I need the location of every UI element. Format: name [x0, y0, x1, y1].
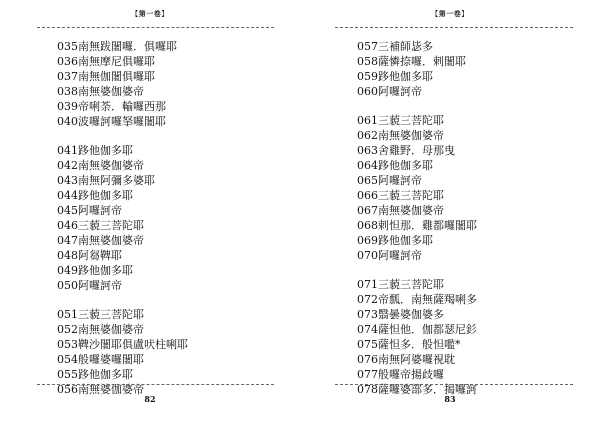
verse-line: 047南無婆伽婆帝 — [57, 234, 144, 247]
verse-line: 073翳曇婆伽婆多 — [357, 308, 444, 321]
verse-line: 062南無婆伽婆帝 — [357, 129, 444, 142]
verse-line: 041跢他伽多耶 — [57, 144, 133, 157]
verse-line: 039帝唎荼．輸囉西那 — [57, 100, 166, 113]
verse-line: 052南無婆伽婆帝 — [57, 323, 144, 336]
footer-divider — [335, 384, 573, 385]
verse-line: 038南無婆伽婆帝 — [57, 85, 144, 98]
verse-line: 060阿囉訶帝 — [357, 85, 422, 98]
verse-line: 046三藐三菩陀耶 — [57, 219, 144, 232]
verse-line: 044跢他伽多耶 — [57, 189, 133, 202]
verse-list — [57, 39, 188, 397]
verse-line: 068剌怛那．雞都囉闍耶 — [357, 219, 477, 232]
verse-line: 042南無婆伽婆帝 — [57, 159, 144, 172]
verse-line: 055跢他伽多耶 — [57, 368, 133, 381]
stanza-break — [57, 129, 188, 143]
stanza-break — [357, 263, 477, 277]
verse-line: 077般囉帝揚歧囉 — [357, 368, 444, 381]
page-number: 83 — [444, 394, 456, 404]
header-bracket-close: 】 — [161, 10, 169, 18]
verse-line: 059跢他伽多耶 — [357, 70, 433, 83]
verse-line: 065阿囉訶帝 — [357, 174, 422, 187]
verse-line: 070阿囉訶帝 — [357, 249, 422, 262]
verse-line: 078薩囉婆部多．揭囉訶 — [357, 383, 477, 396]
verse-line: 076南無阿婆囉視耽 — [357, 353, 455, 366]
right-page — [300, 0, 600, 424]
header-divider — [335, 27, 573, 28]
verse-line: 048阿芻鞞耶 — [57, 249, 122, 262]
stanza-break — [357, 99, 477, 113]
page-header — [300, 9, 600, 19]
verse-line: 035南無跋闍囉．俱囉耶 — [57, 40, 177, 53]
verse-line: 053鞞沙闍耶俱盧吠柱唎耶 — [57, 338, 188, 351]
header-title: 第一卷 — [438, 9, 462, 18]
verse-line: 064跢他伽多耶 — [357, 159, 433, 172]
header-divider — [37, 27, 274, 28]
page-header — [0, 9, 300, 19]
header-bracket-close: 】 — [461, 10, 469, 18]
verse-line: 040波囉訶囉拏囉闍耶 — [57, 115, 166, 128]
verse-line: 072帝瓢．南無薩羯唎多 — [357, 293, 477, 306]
verse-line: 075薩怛多．般怛嚂* — [357, 338, 461, 351]
verse-line: 067南無婆伽婆帝 — [357, 204, 444, 217]
verse-line: 057三補師毖多 — [357, 40, 433, 53]
verse-line: 056南無婆伽婆帝 — [57, 383, 144, 396]
header-title: 第一卷 — [138, 9, 162, 18]
page-number: 82 — [144, 394, 156, 404]
verse-line: 069跢他伽多耶 — [357, 234, 433, 247]
stanza-break — [57, 293, 188, 307]
verse-line: 074薩怛他．伽都瑟尼釤 — [357, 323, 477, 336]
verse-line: 051三藐三菩陀耶 — [57, 308, 144, 321]
verse-list — [357, 39, 477, 397]
verse-line: 066三藐三菩陀耶 — [357, 189, 444, 202]
verse-line: 050阿囉訶帝 — [57, 279, 122, 292]
verse-line: 063舍雞野．母那曳 — [357, 144, 455, 157]
verse-line: 071三藐三菩陀耶 — [357, 278, 444, 291]
header-bracket-open: 【 — [131, 10, 139, 18]
verse-line: 045阿囉訶帝 — [57, 204, 122, 217]
verse-line: 043南無阿彌多婆耶 — [57, 174, 155, 187]
footer-divider — [37, 384, 274, 385]
verse-line: 036南無摩尼俱囉耶 — [57, 55, 155, 68]
verse-line: 058薩憐捺囉．剌闍耶 — [357, 55, 466, 68]
header-bracket-open: 【 — [431, 10, 439, 18]
verse-line: 054般囉婆囉闍耶 — [57, 353, 144, 366]
verse-line: 049跢他伽多耶 — [57, 264, 133, 277]
verse-line: 061三藐三菩陀耶 — [357, 114, 444, 127]
verse-line: 037南無伽闍俱囉耶 — [57, 70, 155, 83]
